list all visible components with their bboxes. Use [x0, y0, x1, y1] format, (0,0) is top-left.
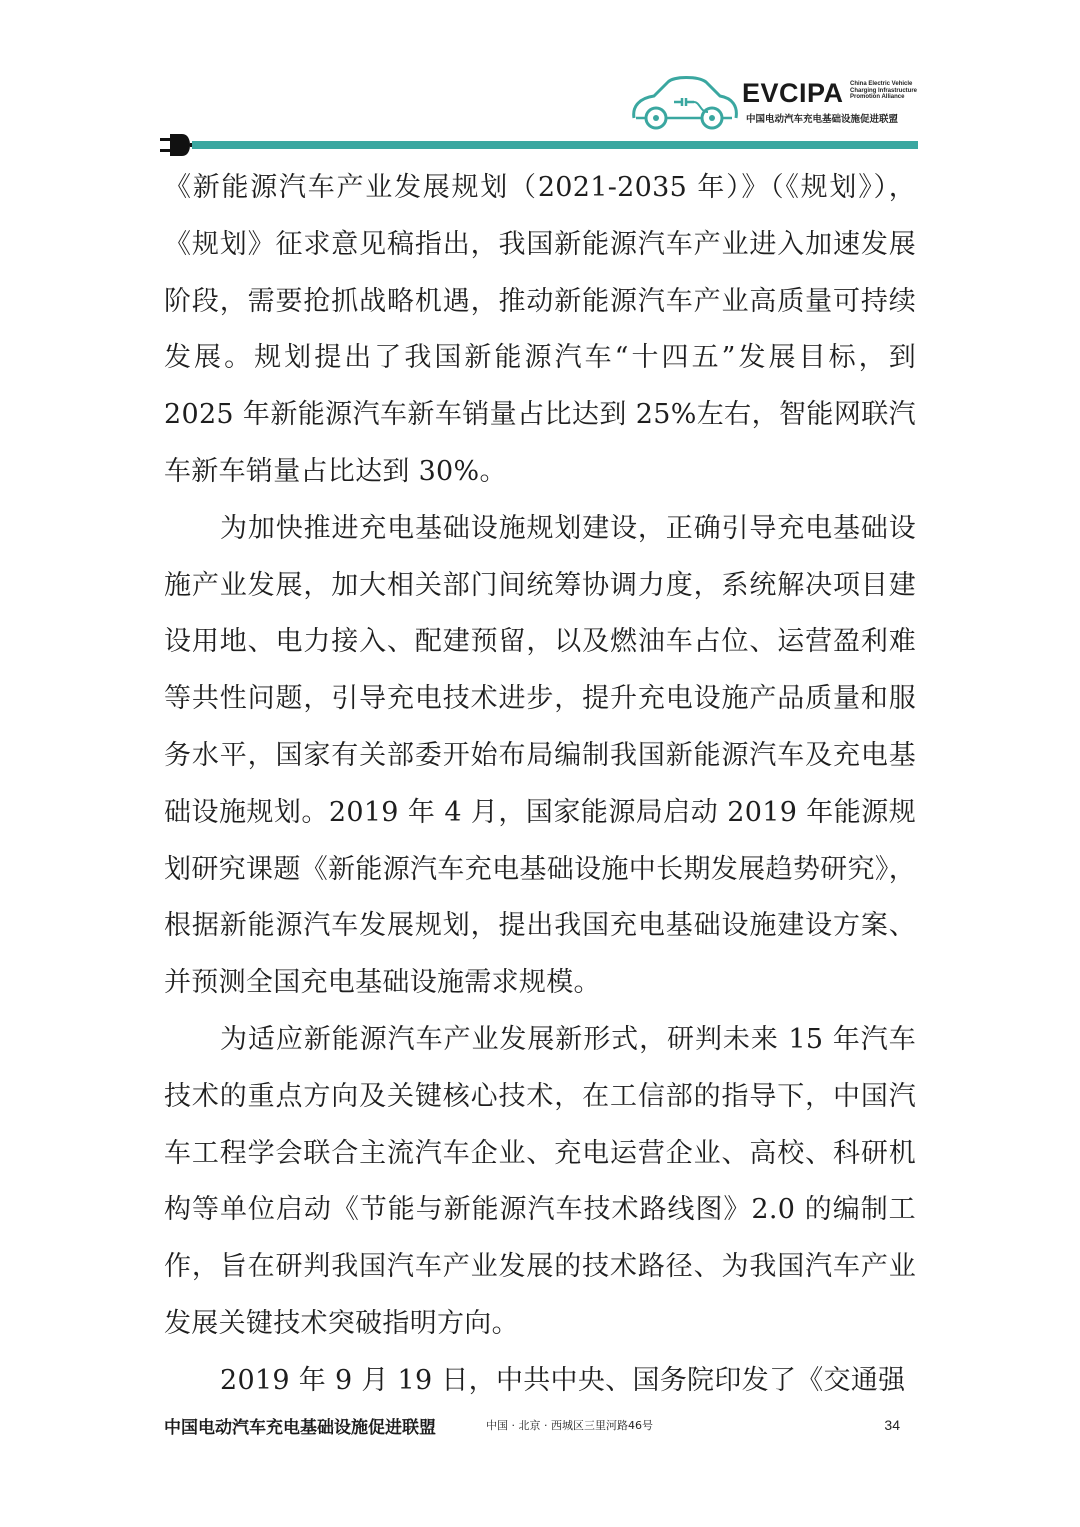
brand-org-name-cn: 中国电动汽车充电基础设施促进联盟 — [746, 114, 899, 125]
paragraph: 2019 年 9 月 19 日，中共中央、国务院印发了《交通强 — [220, 1364, 906, 1396]
header-divider-bar — [192, 141, 918, 149]
brand-subtitle-line: Promotion Alliance — [850, 94, 905, 100]
page-header — [0, 0, 1080, 170]
page-number: 34 — [884, 1417, 900, 1433]
brand-subtitle-line: China Electric Vehicle — [850, 81, 913, 87]
footer-org-name: 中国电动汽车充电基础设施促进联盟 — [164, 1418, 436, 1438]
page-footer — [164, 1405, 916, 1445]
body-text — [164, 160, 916, 1410]
paragraph: 《新能源汽车产业发展规划（2021-2035 年）》（《规划》），《规划》征求意见稿指出，我国新能源汽车产业进入加速发展阶段，需要抢抓战略机遇，推动新能源汽车产业高质量可持续发展。规划提出了我国新能源汽车“十四五”发展目标，到 2025 年新能源汽车新车销量占比达到 25%左右，智能网联汽车新车销量占比达到 30%。 — [164, 172, 916, 487]
brand-subtitle-line: Charging Infrastructure — [850, 87, 918, 94]
paragraph: 为加快推进充电基础设施规划建设，正确引导充电基础设施产业发展，加大相关部门间统筹协调力度，系统解决项目建设用地、电力接入、配建预留，以及燃油车占位、运营盈利难等共性问题，引导充电技术进步，提升充电设施产品质量和服务水平，国家有关部委开始布局编制我国新能源汽车及充电基础设施规划。2019 年 4 月，国家能源局启动 2019 年能源规划研究课题《新能源汽车充电基础设施中长期发展趋势研究》，根据新能源汽车发展规划，提出我国充电基础设施建设方案、并预测全国充电基础设施需求规模。 — [164, 512, 916, 999]
brand-logo-text: EVCIPA — [742, 78, 844, 108]
brand-block — [742, 78, 927, 128]
footer-address: 中国 · 北京 · 西城区三里河路46号 — [486, 1419, 653, 1432]
paragraph: 为适应新能源汽车产业发展新形式，研判未来 15 年汽车技术的重点方向及关键核心技术，在工信部的指导下，中国汽车工程学会联合主流汽车企业、充电运营企业、高校、科研机构等单位启动《节能与新能源汽车技术路线图》2.0 的编制工作，旨在研判我国汽车产业发展的技术路径、为我国汽车产业发展关键技术突破指明方向。 — [164, 1023, 916, 1339]
ev-car-logo-icon — [628, 72, 740, 132]
brand-subtitle — [850, 81, 930, 101]
